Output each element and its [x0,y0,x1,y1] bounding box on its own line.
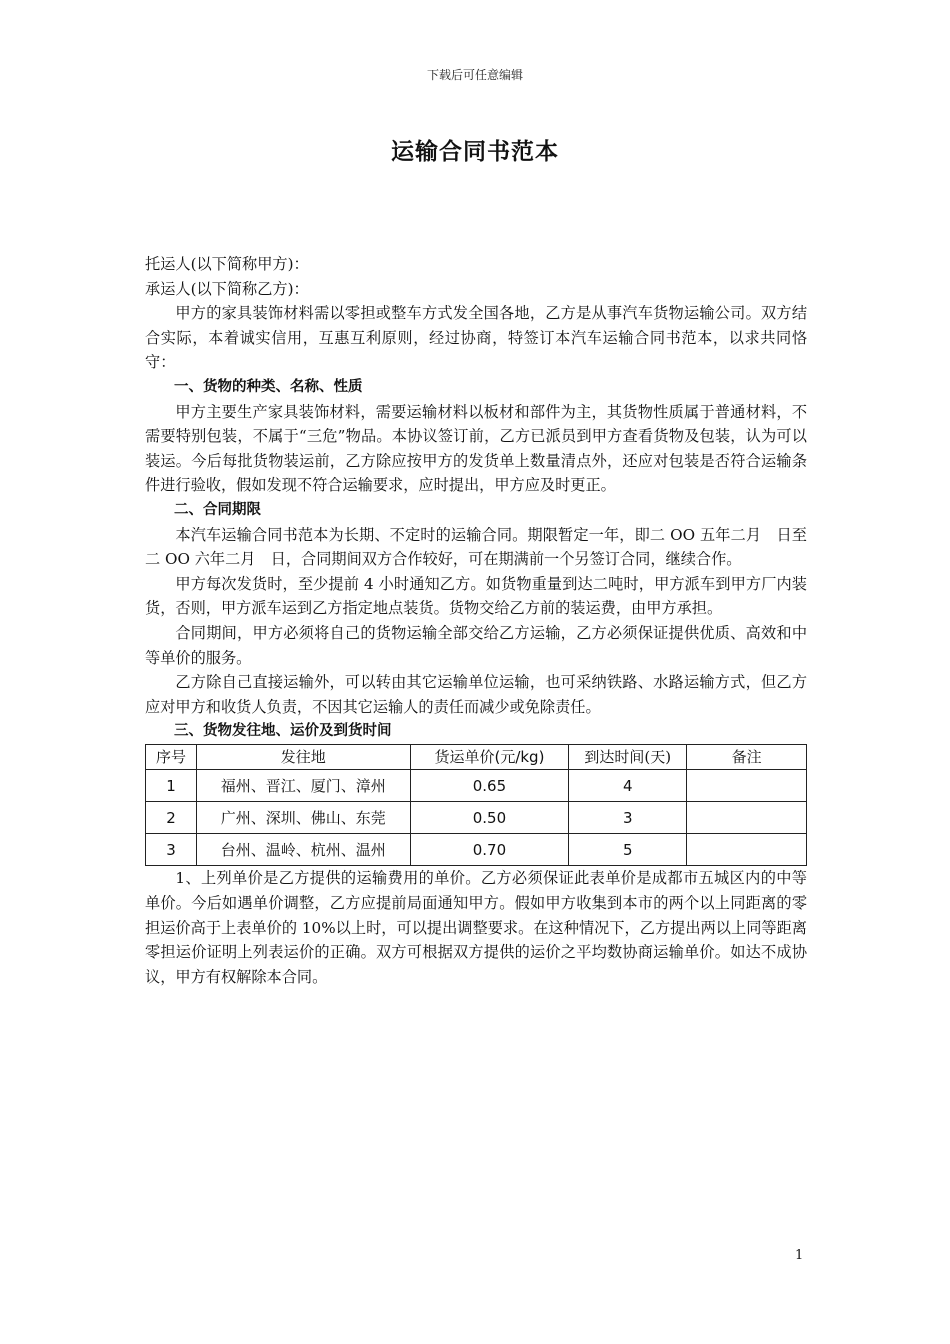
row-destination: 福州、晋江、厦门、漳州 [196,770,410,802]
row-arrival-days: 5 [569,834,687,866]
section-2-paragraph-2: 甲方每次发货时，至少提前 4 小时通知乙方。如货物重量到达二吨时，甲方派车到甲方厂内装货，否则，甲方派车运到乙方指定地点装货。货物交给乙方前的装运费，由甲方承担。 [145,574,807,618]
intro-paragraph: 甲方的家具装饰材料需以零担或整车方式发全国各地，乙方是从事汽车货物运输公司。双方结合实际，本着诚实信用，互惠互利原则，经过协商，特签订本汽车运输合同书范本，以求共同恪守： [145,304,807,372]
document-title: 运输合同书范本 [391,139,559,165]
section-3-note-1: 1、上列单价是乙方提供的运输费用的单价。乙方必须保证此表单价是成都市五城区内的中等单价。今后如遇单价调整，乙方应提前局面通知甲方。假如甲方收集到本市的两个以上同距离的零担运价高于上表单价的 10%以上时，可以提出调整要求。在这种情况下，乙方提出两以上同等距离零担运价证明上列表运价的正确。双方可根据双方提供的运价之平均数协商运输单价。如达不成协议，甲方有权解除本合同。 [145,869,807,986]
row-number: 2 [146,802,197,834]
section-1-heading: 一、货物的种类、名称、性质 [174,378,363,395]
table-row [146,802,807,834]
section-2-heading: 二、合同期限 [174,501,261,518]
header-note: 下载后可任意编辑 [426,68,523,82]
row-destination: 台州、温岭、杭州、温州 [196,834,410,866]
section-2-paragraph-3: 合同期间，甲方必须将自己的货物运输全部交给乙方运输，乙方必须保证提供优质、高效和中等单价的服务。 [145,623,807,667]
row-unit-price: 0.50 [410,802,569,834]
row-destination: 广州、深圳、佛山、东莞 [196,802,410,834]
table-row [146,770,807,802]
row-remarks [687,834,807,866]
shipper-line: 托运人(以下简称甲方)： [145,255,309,273]
header-no: 序号 [146,744,197,770]
header-unit-price: 货运单价(元/kg) [410,744,569,770]
header-destination: 发往地 [196,744,410,770]
page-number: 1 [795,1248,804,1263]
section-2-paragraph-1: 本汽车运输合同书范本为长期、不定时的运输合同。期限暂定一年，即二 OO 五年二月 日至二 OO 六年二月 日，合同期间双方合作较好，可在期满前一个另签订合同，继续合作。 [145,525,807,569]
contract-body [145,252,807,989]
row-number: 3 [146,834,197,866]
table-header-row [146,744,807,770]
header-arrival-time: 到达时间(天) [569,744,687,770]
section-3-heading: 三、货物发往地、运价及到货时间 [174,723,392,740]
carrier-line: 承运人(以下简称乙方)： [145,279,309,298]
section-1-paragraph: 甲方主要生产家具装饰材料，需要运输材料以板材和部件为主，其货物性质属于普通材料，不需要特别包装，不属于“三危”物品。本协议签订前，乙方已派员到甲方查看货物及包装，认为可以装运。今后每批货物装运前，乙方除应按甲方的发货单上数量清点外，还应对包装是否符合运输条件进行验收，假如发现不符合运输要求，应时提出，甲方应及时更正。 [145,402,807,495]
row-arrival-days: 4 [569,770,687,802]
row-arrival-days: 3 [569,802,687,834]
header-remarks: 备注 [687,744,807,770]
freight-rate-table [145,744,807,867]
row-number: 1 [146,770,197,802]
row-remarks [687,770,807,802]
row-unit-price: 0.65 [410,770,569,802]
row-remarks [687,802,807,834]
table-row [146,834,807,866]
section-2-paragraph-4: 乙方除自己直接运输外，可以转由其它运输单位运输，也可采纳铁路、水路运输方式，但乙方应对甲方和收货人负责，不因其它运输人的责任而减少或免除责任。 [145,673,807,716]
row-unit-price: 0.70 [410,834,569,866]
